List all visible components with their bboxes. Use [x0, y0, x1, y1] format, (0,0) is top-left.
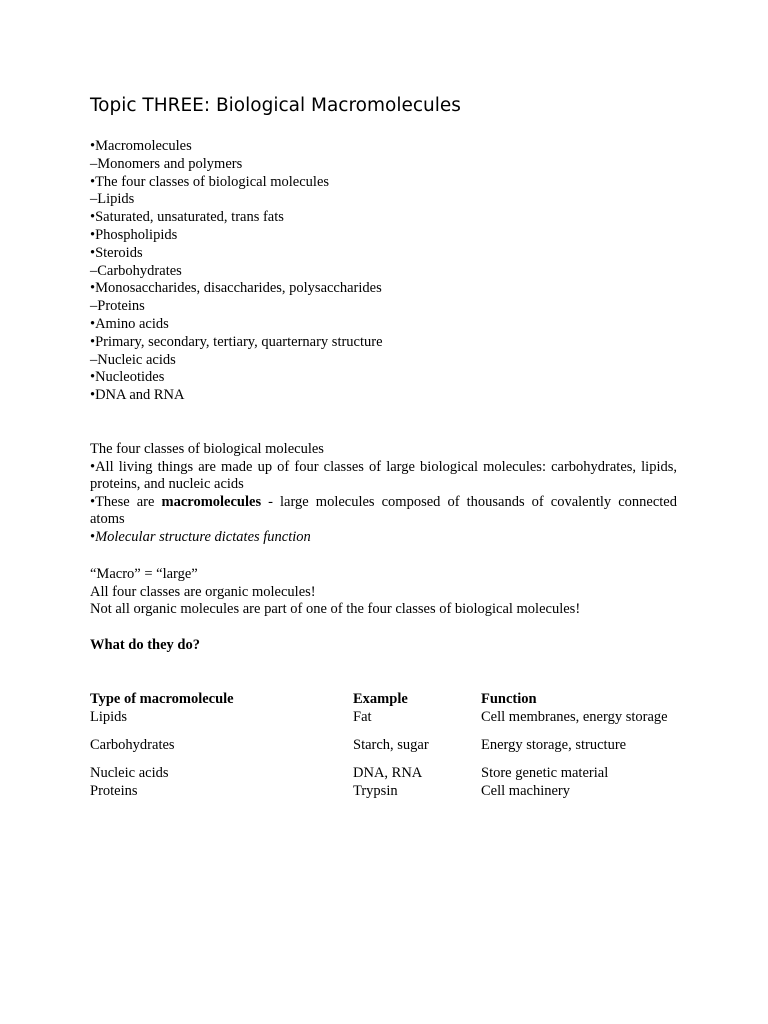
section-heading: The four classes of biological molecules	[90, 441, 324, 457]
table-cell: Proteins	[90, 783, 138, 799]
table-row	[90, 754, 681, 782]
note-line: Not all organic molecules are part of one of the four classes of biological molecules!	[90, 601, 581, 617]
table-cell: Trypsin	[353, 783, 398, 799]
classes-section	[90, 441, 677, 546]
notes-section	[90, 566, 677, 619]
outline-item: •Monosaccharides, disaccharides, polysaccharides	[90, 280, 382, 297]
outline-item: •Primary, secondary, tertiary, quarternary structure	[90, 333, 383, 350]
table-row	[90, 782, 681, 800]
bullet-living-things: •All living things are made up of four classes of large biological molecules: carbohydrates, lipids, proteins, and nucleic acids	[90, 458, 677, 492]
table-cell: Energy storage, structure	[481, 737, 627, 753]
outline-item: –Nucleic acids	[90, 351, 176, 368]
column-header: Function	[481, 691, 537, 707]
table-cell: Starch, sugar	[353, 737, 429, 753]
table-header-row	[90, 690, 681, 708]
note-line: All four classes are organic molecules!	[90, 583, 316, 600]
macromolecules-term: macromolecules	[161, 493, 262, 510]
outline-item: –Carbohydrates	[90, 262, 182, 279]
outline-item: •Saturated, unsaturated, trans fats	[90, 209, 284, 226]
question-heading: What do they do?	[90, 637, 200, 653]
table-cell: Cell machinery	[481, 783, 570, 799]
outline-item: •Steroids	[90, 244, 143, 261]
outline-item: •Phospholipids	[90, 226, 178, 243]
outline-item: •Amino acids	[90, 315, 169, 332]
table-cell: Cell membranes, energy storage	[481, 709, 668, 725]
outline-item: •DNA and RNA	[90, 387, 185, 404]
column-header: Type of macromolecule	[90, 691, 234, 707]
bullet-mark: •	[90, 528, 96, 545]
table-cell: Fat	[353, 709, 372, 725]
bullet-structure	[90, 529, 677, 547]
outline-item: –Lipids	[90, 191, 135, 208]
table-cell: Lipids	[90, 709, 128, 725]
outline-item: •Nucleotides	[90, 369, 165, 386]
table-cell: Carbohydrates	[90, 737, 175, 753]
document-title: Topic THREE: Biological Macromolecules	[90, 95, 461, 116]
outline-item: –Monomers and polymers	[90, 155, 243, 172]
outline-item: •The four classes of biological molecules	[90, 173, 330, 190]
bullet-macromolecules	[90, 494, 677, 529]
table-cell: Nucleic acids	[90, 765, 169, 781]
outline-item: –Proteins	[90, 298, 145, 315]
bullet-prefix: •These are	[90, 493, 162, 510]
table-row	[90, 726, 681, 754]
macromolecule-table	[90, 690, 681, 800]
note-line: “Macro” = “large”	[90, 566, 198, 582]
topic-outline	[90, 138, 383, 405]
column-header: Example	[353, 691, 408, 707]
bullet-suffix: - large molecules composed of thousands of covalently connected atoms	[90, 493, 677, 527]
table-row	[90, 708, 681, 726]
structure-function-text: Molecular structure dictates function	[95, 528, 311, 545]
table-cell: Store genetic material	[481, 765, 609, 781]
outline-item: •Macromolecules	[90, 138, 192, 154]
table-cell: DNA, RNA	[353, 765, 423, 781]
